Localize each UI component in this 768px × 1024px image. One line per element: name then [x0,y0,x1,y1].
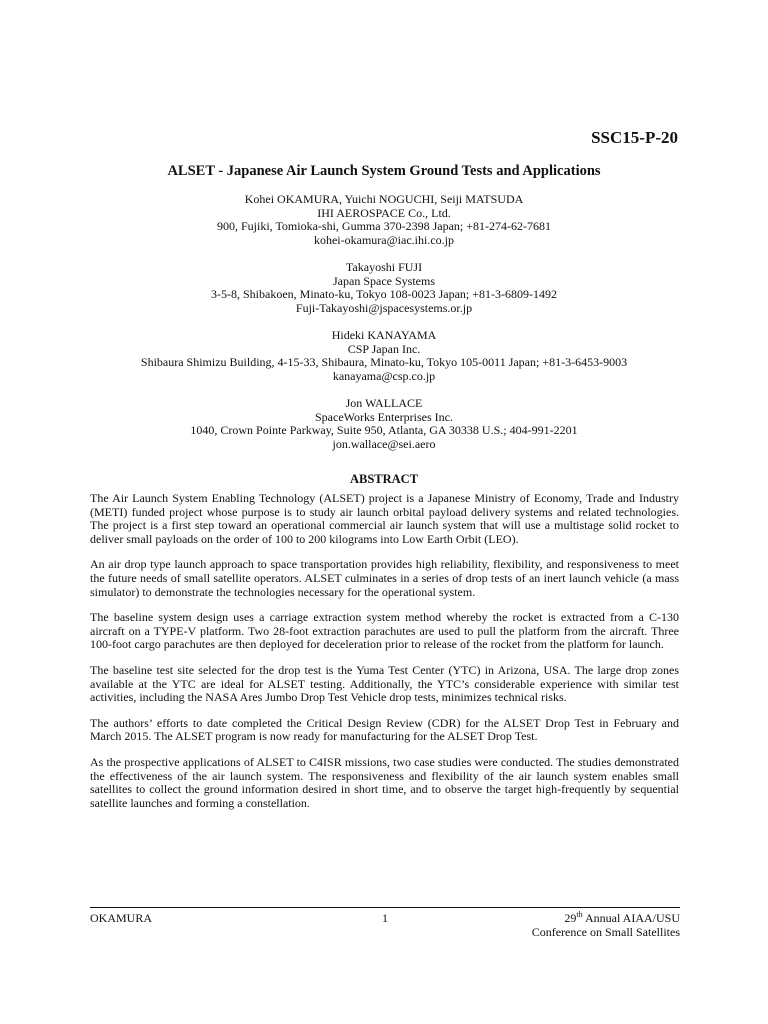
author-block [80,193,688,248]
author-names: Kohei OKAMURA, Yuichi NOGUCHI, Seiji MATSUDA [244,192,524,206]
author-address: 1040, Crown Pointe Parkway, Suite 950, Atlanta, GA 30338 U.S.; 404-991-2201 [190,423,578,438]
author-email: jon.wallace@sei.aero [332,437,436,452]
footer-conference-ordinal: 29 [564,911,577,925]
author-affiliation: SpaceWorks Enterprises Inc. [315,409,453,424]
author-address: 900, Fujiki, Tomioka-shi, Gumma 370-2398 Japan; +81-274-62-7681 [216,219,551,234]
abstract-body [90,492,679,822]
author-affiliation: CSP Japan Inc. [347,341,421,356]
abstract-paragraph: The baseline test site selected for the drop test is the Yuma Test Center (YTC) in Arizona, USA. The large drop zones available at the YTC are ideal for ALSET testing. Additionally, the YTC’s considerable experience with similar test activities, including the NASA Ares Jumbo Drop Test Vehicle drop tests, minimizes technical risks. [90,662,679,705]
footer-conference-ordinal-suffix: th [576,910,583,919]
abstract-paragraph: The baseline system design uses a carriage extraction system method whereby the rocket is extracted from a C-130 aircraft on a TYPE-V platform. Two 28-foot extraction parachutes are used to pull the platform from the aircraft. Three 100-foot cargo parachutes are then deployed for deceleration prior to release of the rocket from the platform for launch. [90,610,679,652]
footer-divider [90,907,680,908]
author-block [80,261,688,316]
author-names: Jon WALLACE [345,396,423,410]
paper-id: SSC15-P-20 [591,128,678,147]
author-address: 3-5-8, Shibakoen, Minato-ku, Tokyo 108-0023 Japan; +81-3-6809-1492 [211,287,557,302]
abstract-paragraph: The authors’ efforts to date completed the Critical Design Review (CDR) for the ALSET Drop Test in February and March 2015. The ALSET program is now ready for manufacturing for the ALSET Drop Test. [90,715,679,744]
footer-conference-line2: Conference on Small Satellites [531,925,680,939]
footer-conference [532,911,680,939]
author-names: Takayoshi FUJI [345,260,423,274]
abstract-heading: ABSTRACT [349,472,419,486]
author-email: kohei-okamura@iac.ihi.co.jp [313,233,454,248]
author-email: Fuji-Takayoshi@jspacesystems.or.jp [295,301,473,316]
paper-title: ALSET - Japanese Air Launch System Ground Tests and Applications [167,163,601,179]
author-email: kanayama@csp.co.jp [332,369,436,384]
abstract-paragraph: The Air Launch System Enabling Technology (ALSET) project is a Japanese Ministry of Economy, Trade and Industry (METI) funded project whose purpose is to study air launch orbital payload delivery systems and related technologies. The project is a first step toward an operational commercial air launch system that will use a multistage solid rocket to deliver small payloads on the order of 100 to 200 kilograms into Low Earth Orbit (LEO). [90,491,679,546]
author-affiliation: Japan Space Systems [333,273,435,288]
abstract-paragraph: As the prospective applications of ALSET to C4ISR missions, two case studies were conducted. The studies demonstrated the effectiveness of the air launch system. The responsiveness and flexibility of the air launch system enables small satellites to collect the ground information desired in short time, and to observe the target high-frequently by sequential satellite launches and forming a constellation. [90,754,679,810]
footer-conference-line1 [532,911,680,925]
author-names: Hideki KANAYAMA [331,328,437,342]
author-block [80,397,688,452]
footer-conference-title: Annual AIAA/USU [582,911,680,925]
footer-page-number: 1 [382,911,388,925]
abstract-paragraph: An air drop type launch approach to space transportation provides high reliability, flexibility, and responsiveness to meet the future needs of small satellite operators. ALSET culminates in a series of drop tests of an inert launch vehicle (a mass simulator) to demonstrate the technologies necessary for the operational system. [90,557,679,599]
author-block [80,329,688,384]
author-affiliation: IHI AEROSPACE Co., Ltd. [317,205,451,220]
footer-author: OKAMURA [90,911,153,925]
author-address: Shibaura Shimizu Building, 4-15-33, Shibaura, Minato-ku, Tokyo 105-0011 Japan; +81-3-6453-9003 [140,355,628,370]
